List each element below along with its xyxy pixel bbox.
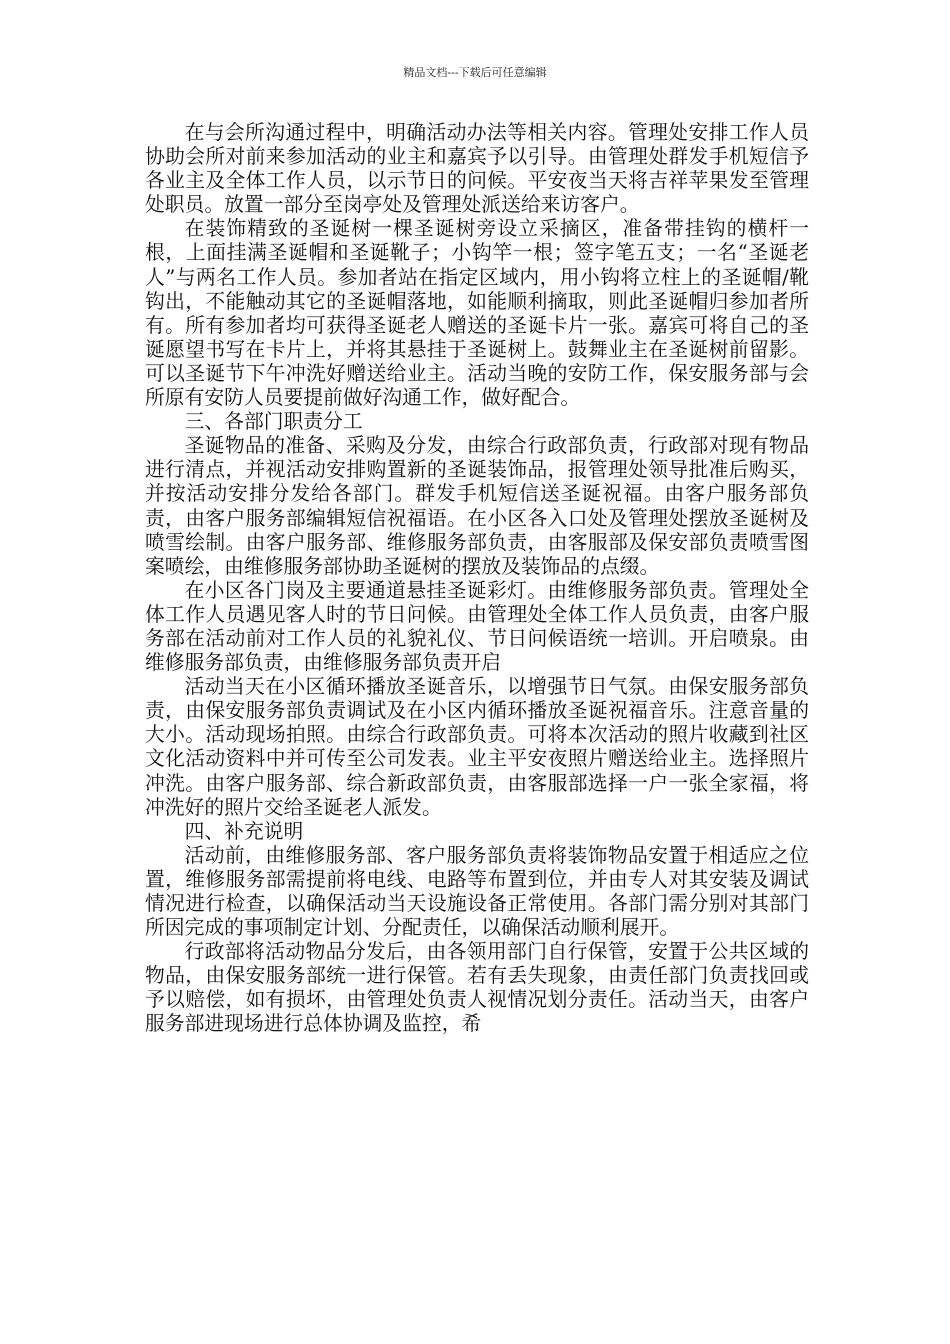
paragraph-preparation: 活动前，由维修服务部、客户服务部负责将装饰物品安置于相适应之位置，维修服务部需提前将电线、电路等布置到位，并由专人对其安装及调试情况进行检查，以确保活动当天设施设备正常使用。各部门需分别对其部门所因完成的事项制定计划、分配责任，以确保活动顺利展开。 [145,843,809,940]
paragraph-supplies: 圣诞物品的准备、采购及分发，由综合行政部负责，行政部对现有物品进行清点，并视活动安排购置新的圣诞装饰品，报管理处领导批准后购买，并按活动安排分发给各部门。群发手机短信送圣诞祝福。由客户服务部负责，由客户服务部编辑短信祝福语。在小区各入口处及管理处摆放圣诞树及喷雪绘制。由客户服务部、维修服务部负责，由客服部及保安部负责喷雪图案喷绘，由维修服务部协助圣诞树的摆放及装饰品的点缀。 [145,434,809,578]
paragraph-custody: 行政部将活动物品分发后，由各领用部门自行保管，安置于公共区域的物品，由保安服务部统一进行保管。若有丢失现象，由责任部门负责找回或予以赔偿，如有损坏，由管理处负责人视情况划分责任。活动当天，由客户服务部进现场进行总体协调及监控，希 [145,940,809,1036]
page-header: 精品文档---下载后可任意编辑 [403,66,547,79]
document-body [145,121,809,1037]
section-heading-notes: 四、补充说明 [184,819,304,843]
paragraph-picking-area: 在装饰精致的圣诞树一棵圣诞树旁设立采摘区，准备带挂钩的横杆一根，上面挂满圣诞帽和圣诞靴子；小钩竿一根；签字笔五支；一名“圣诞老人”与两名工作人员。参加者站在指定区域内，用小钩将立柱上的圣诞帽/靴钩出，不能触动其它的圣诞帽落地，如能顺利摘取，则此圣诞帽归参加者所有。所有参加者均可获得圣诞老人赠送的圣诞卡片一张。嘉宾可将自己的圣诞愿望书写在卡片上，并将其悬挂于圣诞树上。鼓舞业主在圣诞树前留影。可以圣诞节下午冲洗好赠送给业主。活动当晚的安防工作，保安服务部与会所原有安防人员要提前做好沟通工作，做好配合。 [145,217,809,410]
section-heading-duties: 三、各部门职责分工 [184,410,363,434]
paragraph-communication: 在与会所沟通过程中，明确活动办法等相关内容。管理处安排工作人员协助会所对前来参加活动的业主和嘉宾予以引导。由管理处群发手机短信予各业主及全体工作人员，以示节日的问候。平安夜当天将吉祥苹果发至管理处职员。放置一部分至岗亭处及管理处派送给来访客户。 [145,121,809,217]
paragraph-lights: 在小区各门岗及主要通道悬挂圣诞彩灯。由维修服务部负责。管理处全体工作人员遇见客人时的节日问候。由管理处全体工作人员负责，由客户服务部在活动前对工作人员的礼貌礼仪、节日问候语统一培训。开启喷泉。由维修服务部负责，由维修服务部负责开启 [145,578,809,675]
paragraph-music-photos: 活动当天在小区循环播放圣诞音乐，以增强节日气氛。由保安服务部负责，由保安服务部负责调试及在小区内循环播放圣诞祝福音乐。注意音量的大小。活动现场拍照。由综合行政部负责。可将本次活动的照片收藏到社区文化活动资料中并可传至公司发表。业主平安夜照片赠送给业主。选择照片冲洗。由客户服务部、综合新政部负责，由客服部选择一户一张全家福，将冲洗好的照片交给圣诞老人派发。 [145,675,809,819]
